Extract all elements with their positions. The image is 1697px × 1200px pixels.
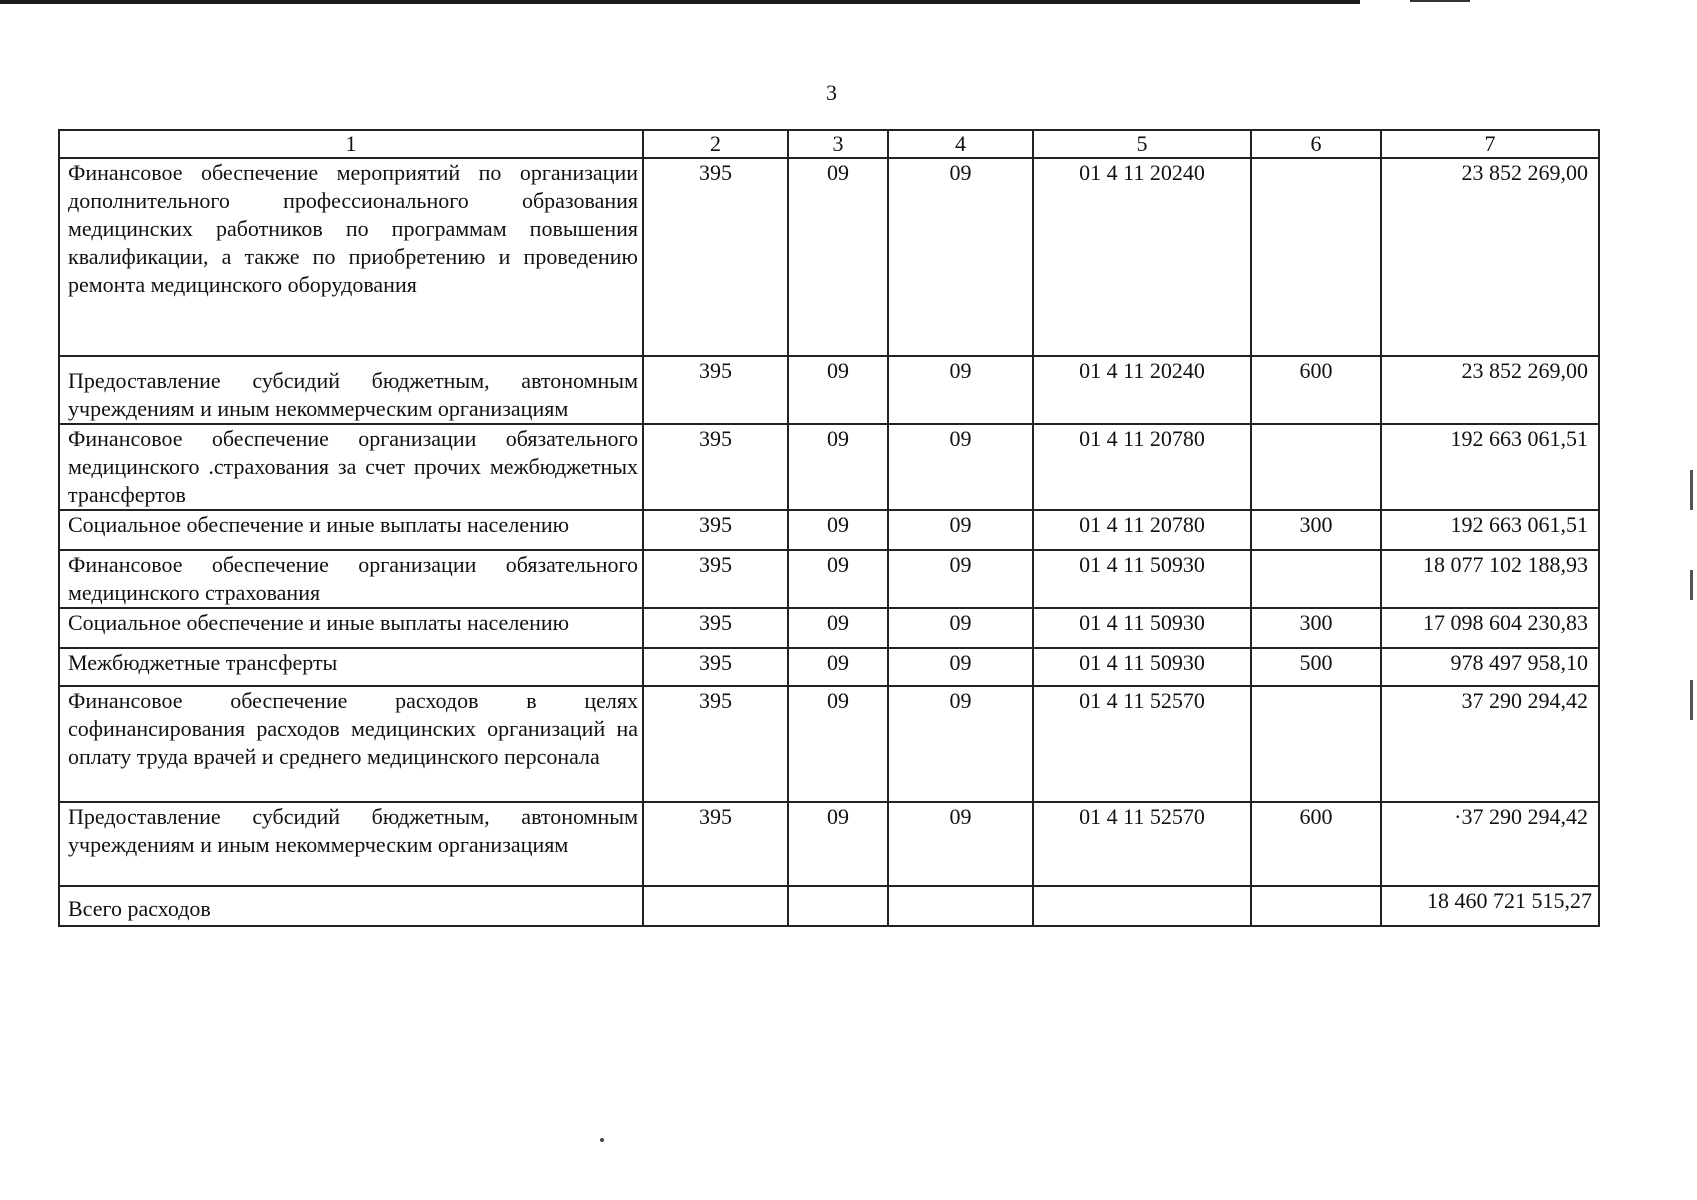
amount: 23 852 269,00 — [1381, 158, 1599, 356]
table-row — [59, 608, 1599, 648]
margin-scan-marks — [1690, 470, 1693, 510]
target-article-code: 01 4 11 50930 — [1033, 608, 1251, 648]
subsection-code: 09 — [888, 648, 1033, 686]
expense-name: Предоставление субсидий бюджетным, автономным учреждениям и иным некоммерческим организациям — [59, 356, 643, 424]
subsection-code: 09 — [888, 158, 1033, 356]
expense-type-code: 600 — [1251, 356, 1381, 424]
section-code: 09 — [788, 608, 888, 648]
empty-cell — [1033, 886, 1251, 926]
empty-cell — [788, 886, 888, 926]
column-header: 6 — [1251, 130, 1381, 158]
expense-name: Межбюджетные трансферты — [59, 648, 643, 686]
subsection-code: 09 — [888, 510, 1033, 550]
amount: 192 663 061,51 — [1381, 424, 1599, 510]
subsection-code: 09 — [888, 356, 1033, 424]
section-code: 09 — [788, 356, 888, 424]
section-code: 09 — [788, 550, 888, 608]
section-code: 09 — [788, 802, 888, 886]
table-row — [59, 356, 1599, 424]
amount: ·37 290 294,42 — [1381, 802, 1599, 886]
expense-type-code: 500 — [1251, 648, 1381, 686]
ministry-code: 395 — [643, 158, 788, 356]
column-header: 5 — [1033, 130, 1251, 158]
column-header: 3 — [788, 130, 888, 158]
ministry-code: 395 — [643, 802, 788, 886]
scan-speck — [600, 1138, 604, 1142]
expense-name: Финансовое обеспечение организации обязательного медицинского .страхования за счет прочих межбюджетных трансфертов — [59, 424, 643, 510]
target-article-code: 01 4 11 20780 — [1033, 424, 1251, 510]
expense-type-code — [1251, 686, 1381, 802]
margin-scan-marks — [1690, 680, 1693, 720]
target-article-code: 01 4 11 52570 — [1033, 802, 1251, 886]
ministry-code: 395 — [643, 356, 788, 424]
scan-edge — [1410, 0, 1470, 2]
expense-name: Финансовое обеспечение расходов в целях софинансирования расходов медицинских организаций на оплату труда врачей и среднего медицинского персонала — [59, 686, 643, 802]
expense-name: Финансовое обеспечение организации обязательного медицинского страхования — [59, 550, 643, 608]
page-number: 3 — [826, 80, 837, 105]
target-article-code: 01 4 11 50930 — [1033, 648, 1251, 686]
expense-type-code — [1251, 424, 1381, 510]
empty-cell — [643, 886, 788, 926]
target-article-code: 01 4 11 20780 — [1033, 510, 1251, 550]
column-header: 1 — [59, 130, 643, 158]
target-article-code: 01 4 11 20240 — [1033, 158, 1251, 356]
total-row — [59, 886, 1599, 926]
ministry-code: 395 — [643, 608, 788, 648]
column-header: 7 — [1381, 130, 1599, 158]
table-row — [59, 510, 1599, 550]
table-row — [59, 158, 1599, 356]
amount: 23 852 269,00 — [1381, 356, 1599, 424]
amount: 978 497 958,10 — [1381, 648, 1599, 686]
expense-type-code: 300 — [1251, 510, 1381, 550]
ministry-code: 395 — [643, 648, 788, 686]
subsection-code: 09 — [888, 608, 1033, 648]
scan-edge — [0, 0, 1360, 4]
table-row — [59, 686, 1599, 802]
section-code: 09 — [788, 424, 888, 510]
section-code: 09 — [788, 510, 888, 550]
expense-type-code — [1251, 158, 1381, 356]
section-code: 09 — [788, 686, 888, 802]
empty-cell — [1251, 886, 1381, 926]
table-row — [59, 648, 1599, 686]
ministry-code: 395 — [643, 510, 788, 550]
subsection-code: 09 — [888, 686, 1033, 802]
ministry-code: 395 — [643, 686, 788, 802]
subsection-code: 09 — [888, 550, 1033, 608]
ministry-code: 395 — [643, 550, 788, 608]
expense-type-code: 300 — [1251, 608, 1381, 648]
amount: 18 077 102 188,93 — [1381, 550, 1599, 608]
total-label: Всего расходов — [59, 886, 643, 926]
expense-type-code — [1251, 550, 1381, 608]
section-code: 09 — [788, 648, 888, 686]
target-article-code: 01 4 11 52570 — [1033, 686, 1251, 802]
table-row — [59, 802, 1599, 886]
amount: 37 290 294,42 — [1381, 686, 1599, 802]
section-code: 09 — [788, 158, 888, 356]
expense-type-code: 600 — [1251, 802, 1381, 886]
target-article-code: 01 4 11 50930 — [1033, 550, 1251, 608]
expense-name: Предоставление субсидий бюджетным, автономным учреждениям и иным некоммерческим организациям — [59, 802, 643, 886]
column-header: 2 — [643, 130, 788, 158]
header-row — [59, 130, 1599, 158]
amount: 192 663 061,51 — [1381, 510, 1599, 550]
margin-scan-marks — [1690, 570, 1693, 600]
total-amount: 18 460 721 515,27 — [1381, 886, 1599, 926]
subsection-code: 09 — [888, 424, 1033, 510]
amount: 17 098 604 230,83 — [1381, 608, 1599, 648]
expense-name: Финансовое обеспечение мероприятий по организации дополнительного профессионального образования медицинских работников по программам повышения квалификации, а также по приобретению и проведению ремонта медицинского оборудования — [59, 158, 643, 356]
expense-name: Социальное обеспечение и иные выплаты населению — [59, 608, 643, 648]
expense-name: Социальное обеспечение и иные выплаты населению — [59, 510, 643, 550]
empty-cell — [888, 886, 1033, 926]
table-row — [59, 550, 1599, 608]
column-header: 4 — [888, 130, 1033, 158]
ministry-code: 395 — [643, 424, 788, 510]
table-row — [59, 424, 1599, 510]
budget-table — [58, 129, 1600, 927]
target-article-code: 01 4 11 20240 — [1033, 356, 1251, 424]
subsection-code: 09 — [888, 802, 1033, 886]
